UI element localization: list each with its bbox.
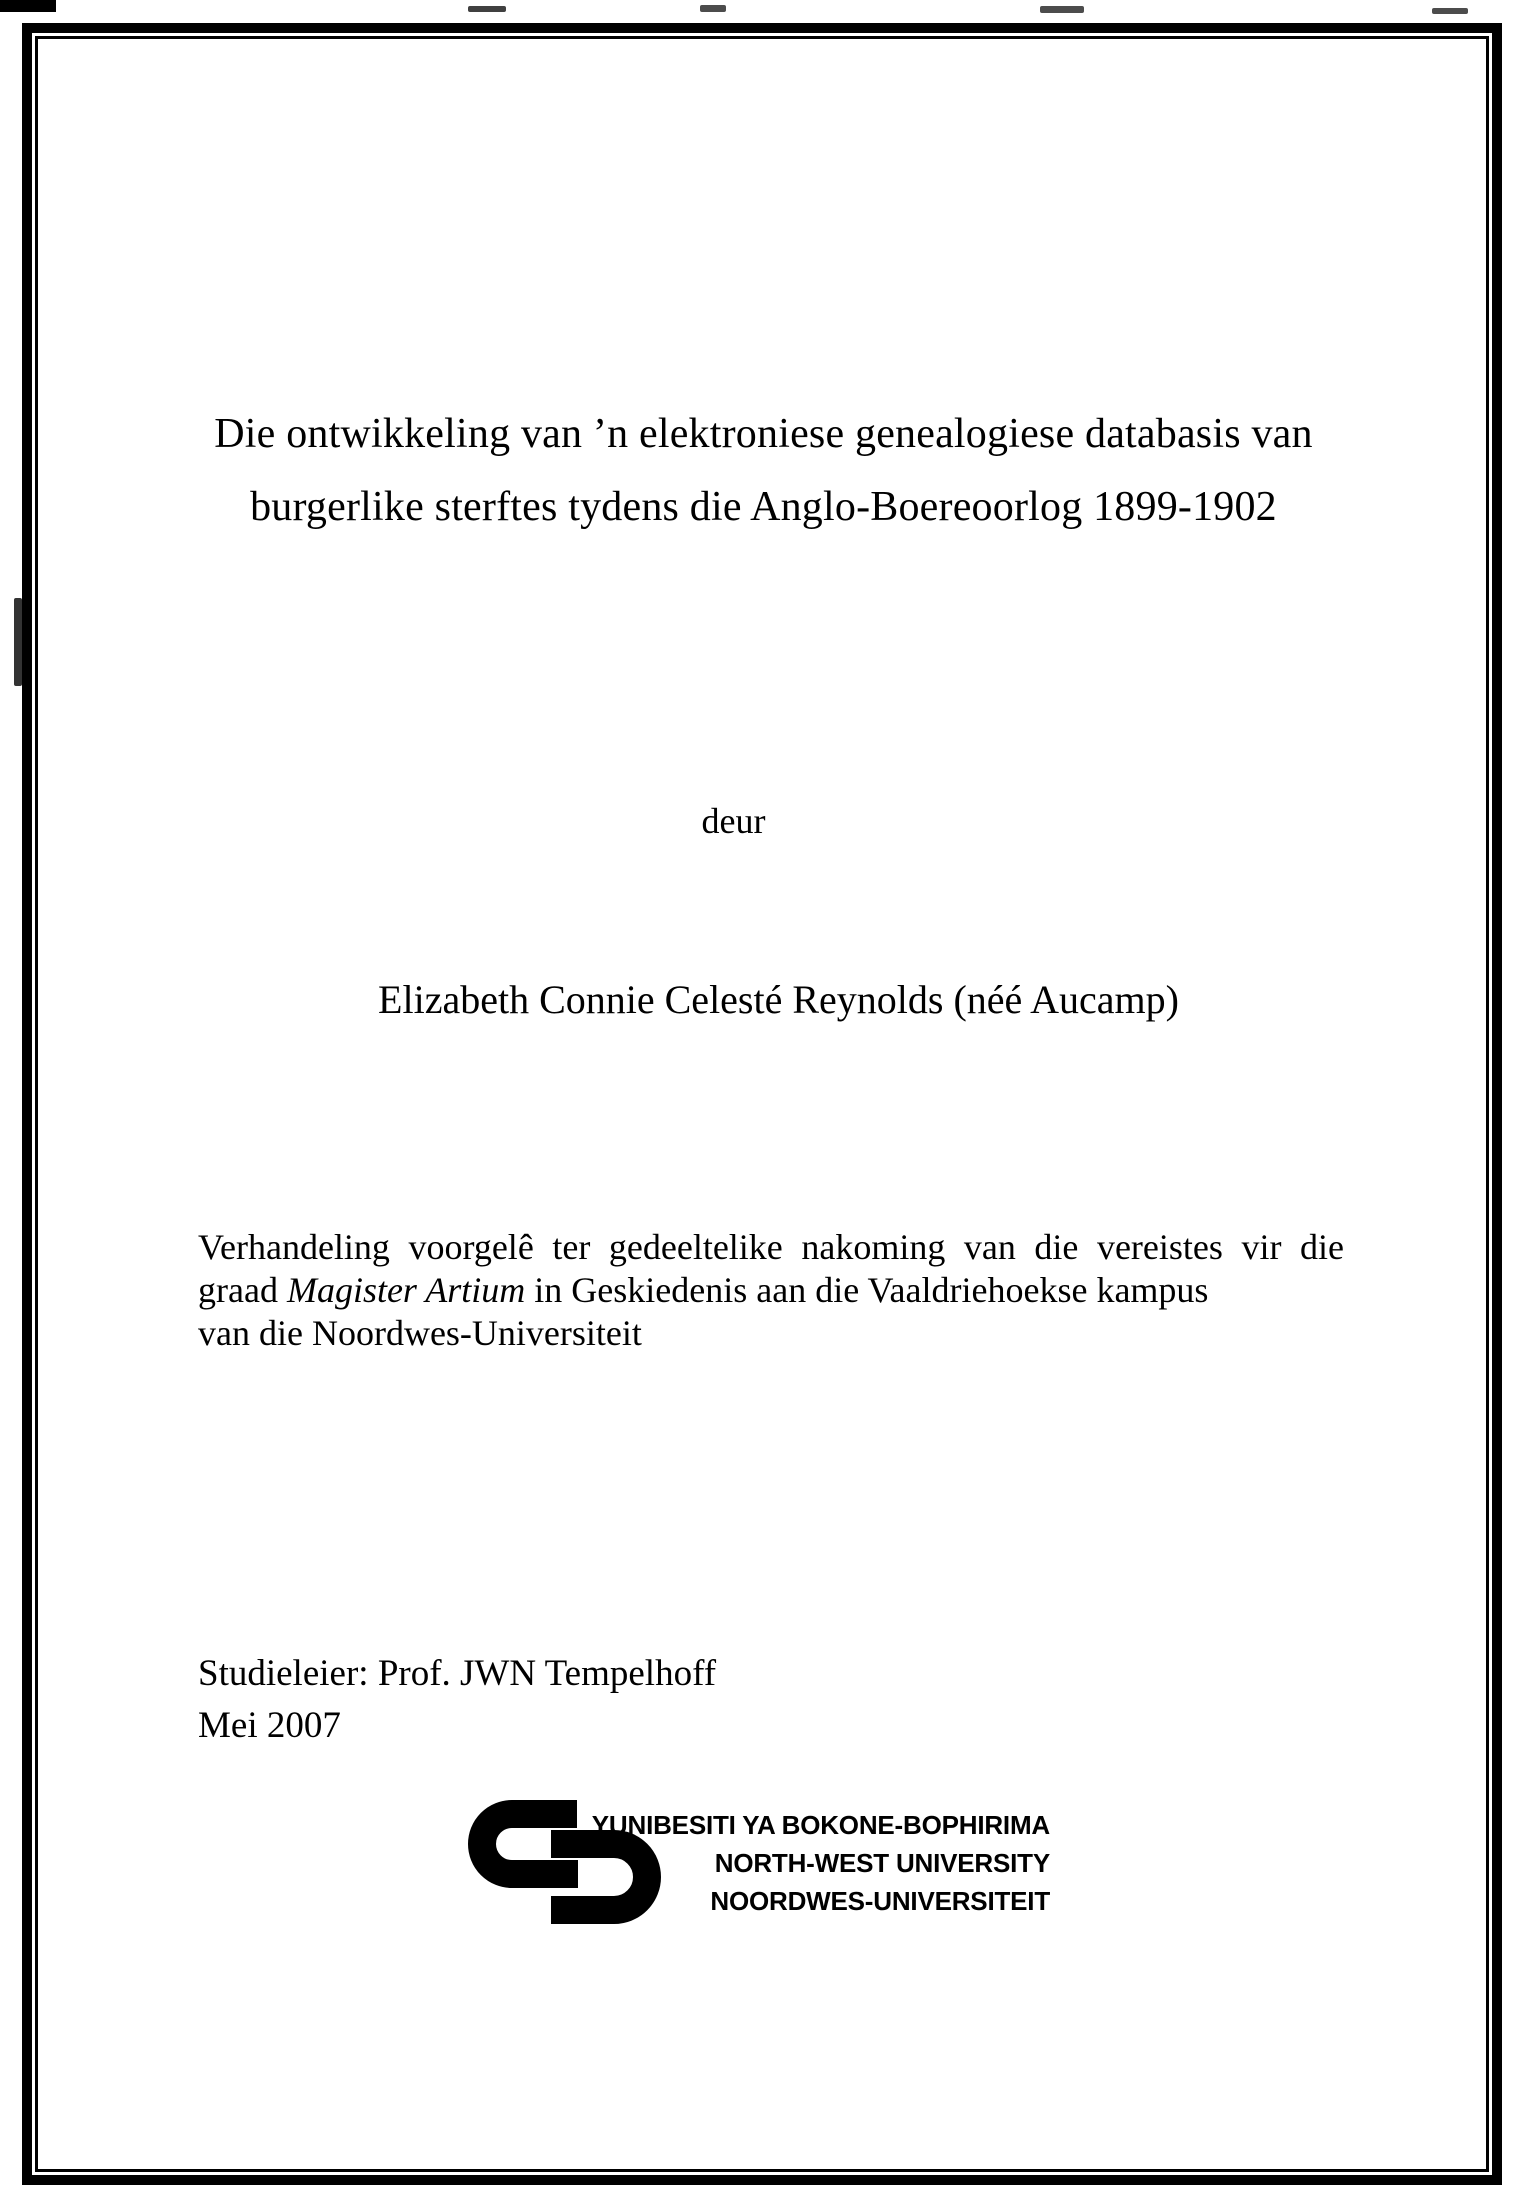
scan-artifact — [468, 6, 506, 12]
thesis-title-line1: Die ontwikkeling van ’n elektroniese genealogiese databasis van — [214, 411, 1313, 457]
supervisor-line: Studieleier: Prof. JWN Tempelhoff — [198, 1653, 717, 1694]
degree-statement-line3: van die Noordwes-Universiteit — [198, 1313, 642, 1353]
degree-statement — [198, 1226, 1344, 1355]
logo-line-setswana: YUNIBESITI YA BOKONE-BOPHIRIMA — [591, 1810, 1050, 1840]
thesis-title-line2: burgerlike sterftes tydens die Anglo-Boereoorlog 1899-1902 — [250, 484, 1277, 530]
scan-artifact — [1432, 8, 1468, 14]
logo-line-english: NORTH-WEST UNIVERSITY — [714, 1848, 1050, 1878]
degree-statement-line1: Verhandeling voorgelê ter gedeeltelike nakoming van die vereistes vir die — [198, 1227, 1344, 1267]
author-name: Elizabeth Connie Celesté Reynolds (néé Aucamp) — [378, 977, 1179, 1022]
degree-statement-line2-prefix: graad — [198, 1270, 287, 1310]
scan-artifact — [1040, 6, 1084, 13]
date-line: Mei 2007 — [198, 1705, 341, 1746]
degree-name-italic: Magister Artium — [286, 1270, 526, 1310]
degree-statement-line2 — [198, 1269, 1344, 1312]
degree-statement-line2-suffix: in Geskiedenis aan die Vaaldriehoekse kampus — [525, 1270, 1209, 1310]
byline: deur — [701, 801, 766, 841]
scan-artifact — [700, 5, 726, 12]
thesis-title — [95, 398, 1432, 544]
scan-artifact — [0, 0, 56, 12]
logo-line-afrikaans: NOORDWES-UNIVERSITEIT — [710, 1886, 1050, 1916]
scan-artifact — [14, 598, 22, 686]
university-logo-wordmark — [592, 1806, 1050, 1920]
